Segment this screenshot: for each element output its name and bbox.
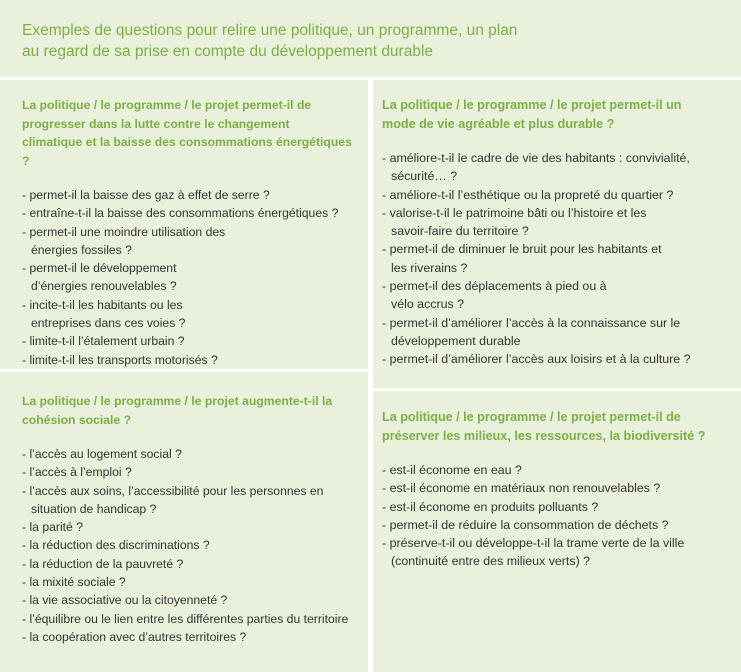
list-item: - est-il économe en produits polluants ? bbox=[382, 498, 732, 516]
list-item: - valorise-t-il le patrimoine bâti ou l’histoire et les savoir-faire du territoire ? bbox=[382, 204, 661, 241]
list-item: - est-il économe en eau ? bbox=[382, 461, 732, 479]
list-item: - permet-il le développement d’énergies renouvelables ? bbox=[22, 259, 206, 296]
list-item: - améliore-t-il le cadre de vie des habitants : convivialité, sécurité… ? bbox=[382, 149, 691, 186]
list-item: - l’équilibre ou le lien entre les différentes parties du territoire bbox=[22, 610, 362, 628]
section-resources-question: La politique / le programme / le projet permet-il de préserver les milieux, les ressources, la biodiversité ? bbox=[382, 410, 706, 443]
list-item: - la mixité sociale ? bbox=[22, 573, 362, 591]
section-cohesion-list bbox=[22, 445, 362, 646]
list-item: - la réduction de la pauvreté ? bbox=[22, 555, 362, 573]
section-cohesion bbox=[0, 372, 368, 672]
list-item: - la coopération avec d’autres territoires ? bbox=[22, 628, 362, 646]
list-item: - est-il économe en matériaux non renouvelables ? bbox=[382, 479, 732, 497]
title-line-1: Exemples de questions pour relire une politique, un programme, un plan bbox=[22, 22, 518, 39]
list-item: - la parité ? bbox=[22, 518, 362, 536]
list-item: - l’accès aux soins, l’accessibilité pour les personnes en situation de handicap ? bbox=[22, 482, 351, 519]
section-climate-question: La politique / le programme / le projet permet-il de progresser dans la lutte contre le changement climatique et la baisse des consommations énergétiques ? bbox=[22, 98, 352, 168]
section-climate-list bbox=[22, 186, 357, 369]
list-item: - préserve-t-il ou développe-t-il la trame verte de la ville (continuité entre des milieux verts) ? bbox=[382, 534, 741, 571]
list-item: - permet-il des déplacements à pied ou à vélo accrus ? bbox=[382, 277, 621, 314]
title-line-2: au regard de sa prise en compte du développement durable bbox=[22, 43, 434, 60]
section-lifestyle-list bbox=[382, 149, 727, 369]
list-item: - entraîne-t-il la baisse des consommations énergétiques ? bbox=[22, 204, 357, 222]
list-item: - permet-il la baisse des gaz à effet de serre ? bbox=[22, 186, 357, 204]
section-lifestyle-question: La politique / le programme / le projet permet-il un mode de vie agréable et plus durable ? bbox=[382, 98, 682, 131]
list-item: - la vie associative ou la citoyenneté ? bbox=[22, 591, 362, 609]
list-item: - permet-il de réduire la consommation de déchets ? bbox=[382, 516, 732, 534]
list-item: - limite-t-il l’étalement urbain ? bbox=[22, 332, 357, 350]
list-item: - limite-t-il les transports motorisés ? bbox=[22, 351, 357, 369]
list-item: - incite-t-il les habitants ou les entreprises dans ces voies ? bbox=[22, 296, 211, 333]
section-lifestyle bbox=[373, 80, 741, 388]
header-panel bbox=[0, 0, 741, 77]
list-item: - permet-il une moindre utilisation des énergies fossiles ? bbox=[22, 223, 226, 260]
section-climate bbox=[0, 80, 368, 369]
list-item: - permet-il d’améliorer l’accès aux loisirs et à la culture ? bbox=[382, 350, 727, 368]
page-title bbox=[22, 20, 741, 62]
list-item: - la réduction des discriminations ? bbox=[22, 536, 362, 554]
list-item: - l’accès au logement social ? bbox=[22, 445, 362, 463]
list-item: - améliore-t-il l’esthétique ou la propreté du quartier ? bbox=[382, 186, 727, 204]
list-item: - l’accès à l’emploi ? bbox=[22, 463, 362, 481]
list-item: - permet-il d’améliorer l’accès à la connaissance sur le développement durable bbox=[382, 314, 726, 351]
section-resources-list bbox=[382, 461, 732, 571]
list-item: - permet-il de diminuer le bruit pour les habitants et les riverains ? bbox=[382, 240, 666, 277]
section-cohesion-question: La politique / le programme / le projet augmente-t-il la cohésion sociale ? bbox=[22, 394, 333, 427]
section-resources bbox=[373, 391, 741, 672]
